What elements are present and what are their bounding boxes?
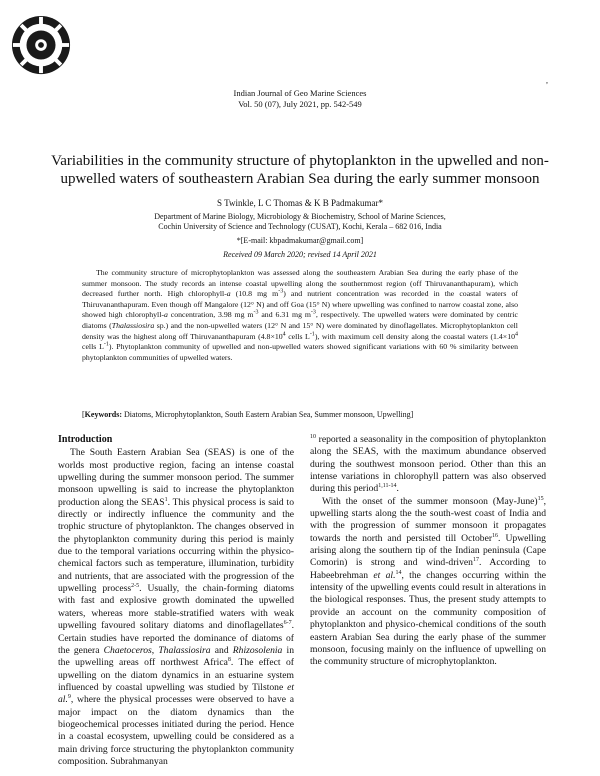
keywords-text: Diatoms, Microphytoplankton, South Eastern Arabian Sea, Summer monsoon, Upwelling	[122, 410, 411, 419]
text-run: . Usually, the chain-forming diatoms with fast and explosive growth dominated the upwelled waters, whereas more stable-stratified waters with weak upwelling favoured solitary diatoms and dinoflagellates	[58, 583, 295, 632]
abstract-sup: -3	[310, 309, 316, 316]
abstract-text: and 6.31 mg m	[258, 310, 311, 320]
citation: 1,11-14	[378, 483, 397, 490]
citation: 1	[164, 496, 168, 503]
email: *[E-mail: kbpadmakumar@gmail.com]	[236, 236, 364, 245]
abstract-sup: -3	[253, 309, 259, 316]
citation: 8	[227, 657, 231, 663]
et-al: et al.	[373, 569, 396, 581]
text-run: . This physical process is said to directly or indirectly influence the community and the trophic structure of phytoplankton. The changes observed in the phytoplankton community during this period is mainly due to the temporal variations occurring within the physico-chemical factors such as temperature, illumination, turbidity and nutrients, that are associated with the progression of the upwelling process	[58, 496, 294, 595]
text-run: , the changes occurring within the intensity of the upwelling events could result in alterations in the biological responses. Thus, the present study attempts to provide an account on the community composition of phytoplankton and physico-chemical conditions of the south eastern Arabian Sea during the early phase of the summer monsoon, focusing mainly on the influence of upwelling on the community structure of microphytoplankton.	[310, 569, 546, 668]
abstract-sup: -1	[309, 330, 315, 337]
column-right	[310, 434, 546, 669]
keywords-label: Keywords:	[84, 410, 122, 419]
abstract-text: ). Phytoplankton community of upwelled and non-upwelled waters showed significant variations with 60 % similarity between phytoplankton communities of upwelled waters.	[82, 342, 518, 362]
text-run: . The effect of upwelling on the diatom dynamics in an estuarine system influenced by coastal upwelling was studied by Tilstone	[58, 657, 294, 693]
volume-info: Vol. 50 (07), July 2021, pp. 542-549	[238, 99, 362, 109]
affiliation-line1: Department of Marine Biology, Microbiology & Biochemistry, School of Marine Sciences,	[154, 212, 446, 221]
column-left	[58, 434, 294, 768]
text-run: . Upwelling arising along the southern tip of the Indian peninsula (Cape Comorin) is strong and wind-driven	[310, 532, 546, 569]
abstract-sup: -3	[278, 288, 284, 295]
citation: 16	[492, 532, 499, 539]
received-dates: Received 09 March 2020; revised 14 April 2021	[223, 250, 377, 259]
abstract-text: cells L	[285, 331, 310, 341]
abstract-text: ) and nutrient concentration was recorded in the coastal waters of Thiruvananthapuram. Even though off Mangalore (12° N) and off Goa (15° N) where upwelling was confined to narrow coastal zone, also showed high chlorophyll-	[82, 289, 518, 320]
citation: 15	[537, 495, 544, 502]
text-run: , upwelling starts along the the south-west coast of India and with the progression of summer monsoon it propagates towards the north and persisted till October	[310, 495, 546, 544]
abstract-text: sp.) and the non-upwelled waters (12° N and 15° N) were dominated by dinoflagellates. Microphytoplankton cell density was the highest along off Thiruvananthapuram (4.8×10	[82, 320, 518, 341]
abstract-chl-a: a	[226, 289, 231, 299]
abstract-text: concentration, 3.98 mg m	[167, 310, 254, 320]
affiliation-line2: Cochin University of Science and Technology (CUSAT), Kochi, Kerala – 682 016, India	[158, 222, 442, 231]
text-run: in the upwelling areas off northwest Africa	[58, 644, 294, 669]
journal-name: Indian Journal of Geo Marine Sciences	[233, 88, 367, 98]
text-run: With the onset of the summer monsoon (May-June)	[322, 495, 538, 507]
citation: 9	[67, 694, 71, 701]
abstract-text: cells L	[82, 342, 104, 352]
corner-mark: ,	[546, 76, 548, 85]
authors: S Twinkle, L C Thomas & K B Padmakumar*	[217, 198, 383, 208]
genus-name: Rhizosolenia	[232, 644, 283, 656]
abstract-text: The community structure of microphytoplankton was assessed along the southeastern Arabian Sea during the early phase of the summer monsoon. The study records an intense coastal upwelling along the southernmost region (off Thiruvananthapuram), which decreased further north. High chlorophyll-	[82, 268, 518, 299]
intro-paragraph-1	[58, 447, 294, 768]
text-run: reported a seasonality in the composition of phytoplankton along the SEAS, with the maximum abundance observed during the southwest monsoon period. Other than this an intense variations in chlorophyll pattern was also observed during this period	[310, 434, 546, 495]
intro-paragraph-1-cont	[310, 434, 546, 496]
text-run: . According to Habeebrehman	[310, 557, 547, 581]
text-run: The South Eastern Arabian Sea (SEAS) is one of the worlds most productive region, facing an intense coastal upwelling during the summer monsoon period. The summer monsoon upwelling is said to increase the phytoplankton production along the SEAS	[58, 447, 294, 508]
text-run: , where the physical processes were observed to have a major impact on the diatom dynamics than the biogeochemical processes initiated during the period. Hence in a coastal ecosystem, upwelling could be considered as a main driving force structuring the phytoplankton community composition. Subrahmanyan	[58, 694, 294, 767]
text-run: and	[210, 644, 233, 656]
abstract-sup: 4	[282, 330, 286, 337]
citation: 14	[395, 569, 402, 576]
article-title: Variabilities in the community structure of phytoplankton in the upwelled and non-upwelled waters of southeastern Arabian Sea during the early summer monsoon	[51, 153, 549, 187]
citation: 17	[472, 557, 479, 564]
abstract-text: , respectively. The upwelled waters were dominated by centric diatoms (	[82, 310, 518, 330]
abstract-text: (10.8 mg m	[230, 289, 279, 299]
niscair-logo	[10, 14, 72, 76]
abstract-chl-a: a	[163, 310, 168, 320]
journal-header	[0, 88, 600, 110]
genus-name: Thalassiosira	[158, 644, 211, 656]
affiliation	[0, 212, 600, 232]
abstract	[82, 268, 518, 363]
abstract-sup: 4	[515, 330, 518, 337]
abstract-sup: -1	[103, 341, 109, 348]
abstract-genus: Thalassiosira	[111, 320, 155, 330]
genus-name: Chaetoceros	[103, 644, 152, 656]
abstract-text: ), with maximum cell density along the coastal waters (1.4×10	[314, 331, 515, 341]
text-run: ,	[151, 644, 159, 656]
citation: 10	[310, 433, 316, 440]
intro-paragraph-2	[310, 496, 546, 669]
text-run: .	[396, 483, 399, 495]
citation: 6-7	[283, 619, 292, 626]
keywords: [Keywords: Diatoms, Microphytoplankton, South Eastern Arabian Sea, Summer monsoon, Upwelling]	[82, 410, 414, 419]
text-run: . Certain studies have reported the dominance of diatoms of the genera	[58, 620, 294, 656]
citation: 2-5	[131, 582, 140, 589]
et-al: et al.	[58, 681, 294, 706]
section-heading: Introduction	[58, 434, 113, 445]
